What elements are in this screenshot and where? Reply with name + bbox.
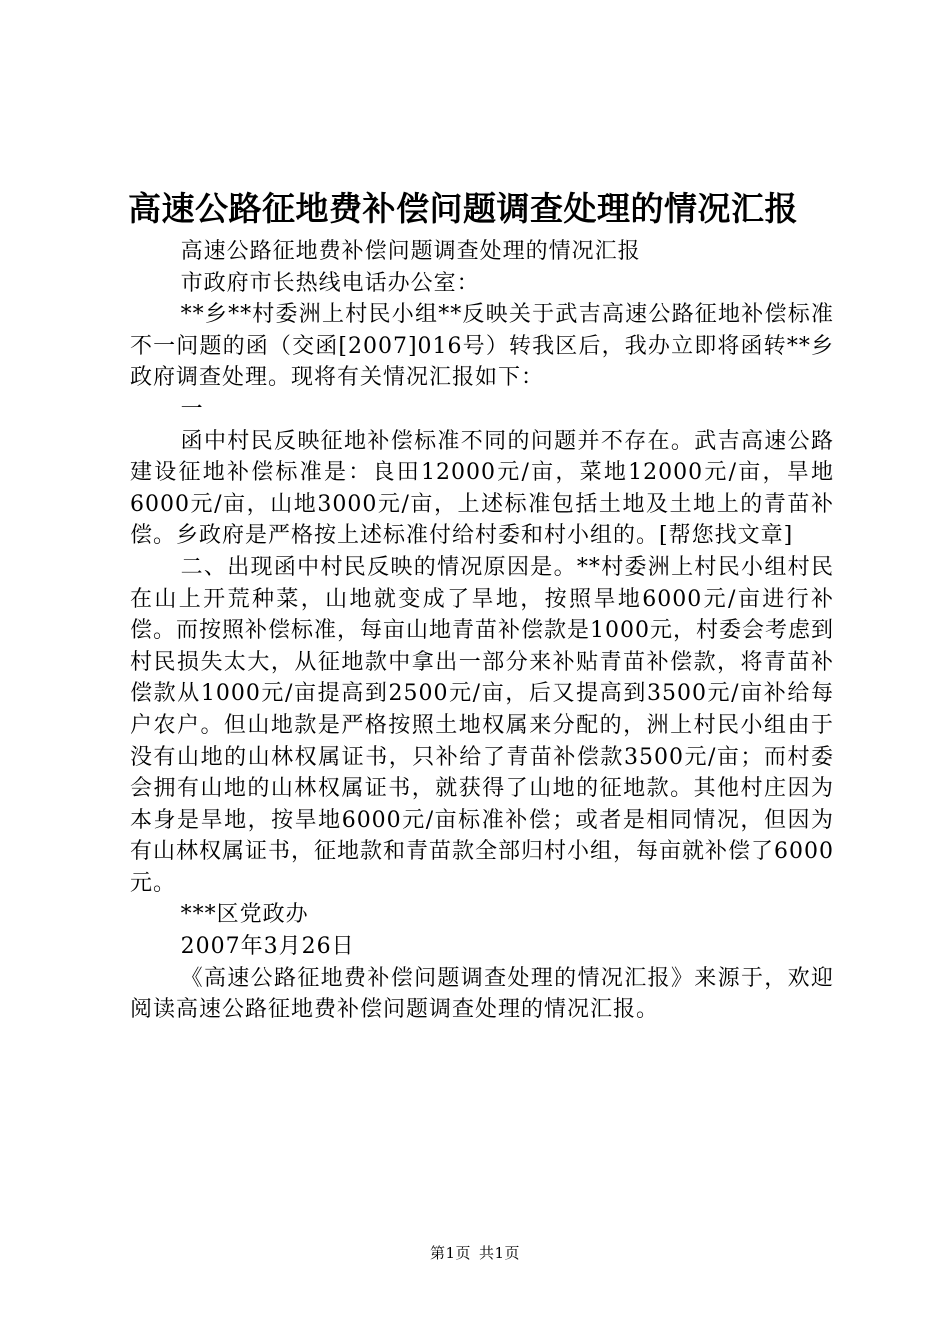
document-title: 高速公路征地费补偿问题调查处理的情况汇报 bbox=[128, 189, 798, 228]
page-number: 第1页 bbox=[429, 1244, 471, 1262]
paragraph-subtitle: 高速公路征地费补偿问题调查处理的情况汇报 bbox=[180, 239, 641, 264]
paragraph-section-one: 函中村民反映征地补偿标准不同的问题并不存在。武吉高速公路建设征地补偿标准是：良田12000元/亩，菜地12000元/亩，旱地6000元/亩，山地3000元/亩，上述标准包括土地及土地上的青苗补偿。乡政府是严格按上述标准付给村委和村小组的。[帮您找文章] bbox=[130, 428, 834, 549]
paragraph-section-two: 二、出现函中村民反映的情况原因是。**村委洲上村民小组村民在山上开荒种菜，山地就变成了旱地，按照旱地6000元/亩进行补偿。而按照补偿标准，每亩山地青苗补偿款是1000元，村委会考虑到村民损失太大，从征地款中拿出一部分来补贴青苗补偿款，将青苗补偿款从1000元/亩提高到2500元/亩，后又提高到3500元/亩补给每户农户。但山地款是严格按照土地权属来分配的，洲上村民小组由于没有山地的山林权属证书，只补给了青苗补偿款3500元/亩；而村委会拥有山地的山林权属证书，就获得了山地的征地款。其他村庄因为本身是旱地，按旱地6000元/亩标准补偿；或者是相同情况，但因为有山林权属证书，征地款和青苗款全部归村小组，每亩就补偿了6000元。 bbox=[130, 554, 834, 896]
paragraph-source-note: 《高速公路征地费补偿问题调查处理的情况汇报》来源于，欢迎阅读高速公路征地费补偿问题调查处理的情况汇报。 bbox=[130, 965, 834, 1023]
paragraph-recipient: 市政府市长热线电话办公室： bbox=[180, 270, 480, 296]
page-footer bbox=[0, 1243, 950, 1263]
paragraph-intro: **乡**村委洲上村民小组**反映关于武吉高速公路征地补偿标准不一问题的函（交函[2007]016号）转我区后，我办立即将函转**乡政府调查处理。现将有关情况汇报如下： bbox=[130, 302, 834, 391]
document-body bbox=[130, 236, 834, 1026]
page-total: 共1页 bbox=[479, 1244, 521, 1262]
paragraph-date: 2007年3月26日 bbox=[180, 934, 355, 960]
paragraph-section-one-heading: 一 bbox=[180, 396, 204, 422]
paragraph-signature: ***区党政办 bbox=[180, 902, 309, 928]
